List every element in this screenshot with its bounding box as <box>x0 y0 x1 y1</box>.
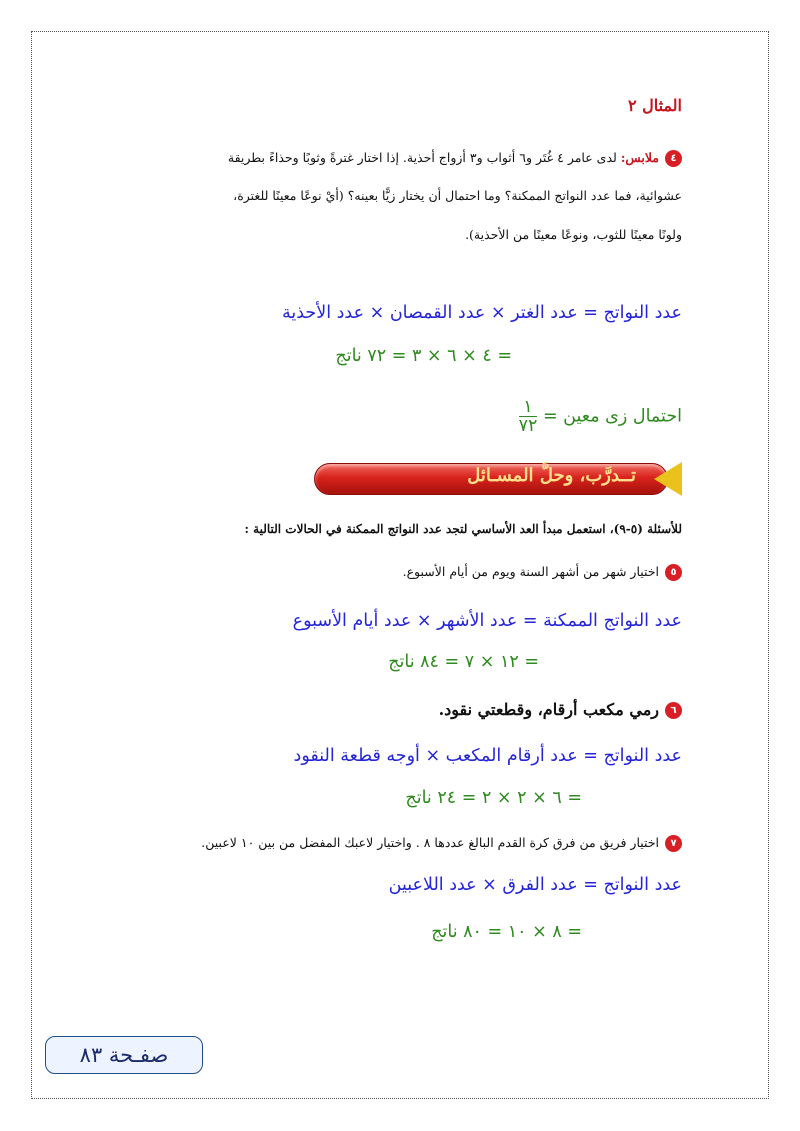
exercise-instruction: للأسئلة (٥-٩)، استعمل مبدأ العد الأساسي لتجد عدد النواتج الممكنة في الحالات التالية : <box>244 522 682 536</box>
question-number-badge: ٥ <box>665 564 682 581</box>
probability-equation <box>513 398 682 435</box>
problem-4-line-2: عشوائية، فما عدد النواتج الممكنة؟ وما احتمال أن يختار زيًّا بعينه؟ (أيْ نوعًا معينًا للغترة، <box>233 188 682 203</box>
question-5-answer-line-1: عدد النواتج الممكنة = عدد الأشهر × عدد أيام الأسبوع <box>292 611 682 631</box>
banner-title: تــدرَّب، وحلَّ المسـائل <box>467 465 636 486</box>
question-6-answer-line-2: = ٦ × ٢ × ٢ = ٢٤ ناتج <box>405 788 582 808</box>
problem-keyword: ملابس: <box>620 150 659 165</box>
problem-4-solution-line-2: = ٤ × ٦ × ٣ = ٧٢ ناتج <box>335 346 512 366</box>
problem-4-line-3: ولونًا معينًا للثوب، ونوعًا معينًا من الأحذية). <box>465 227 682 242</box>
fraction-denominator: ٧٢ <box>518 416 538 436</box>
problem-number-badge: ٤ <box>665 150 682 167</box>
probability-label: احتمال زى معين = <box>542 406 682 427</box>
question-number-badge: ٧ <box>665 835 682 852</box>
question-text: اختيار شهر من أشهر السنة ويوم من أيام الأسبوع. <box>402 564 659 579</box>
question-6-answer-line-1: عدد النواتج = عدد أرقام المكعب × أوجه قطعة النقود <box>293 746 682 766</box>
question-6 <box>439 700 682 719</box>
practice-banner <box>314 459 682 499</box>
banner-arrow-icon <box>654 462 682 496</box>
question-text: رمي مكعب أرقام، وقطعتي نقود. <box>438 700 659 719</box>
problem-4-solution-line-1: عدد النواتج = عدد الغتر × عدد القمصان × عدد الأحذية <box>281 303 682 323</box>
question-text: اختيار فريق من فرق كرة القدم البالغ عددها ٨ . واختيار لاعبك المفضل من بين ١٠ لاعبين. <box>201 835 659 850</box>
example-title: المثال ٢ <box>627 96 682 115</box>
question-5 <box>403 564 682 581</box>
question-7-answer-line-1: عدد النواتج = عدد الفرق × عدد اللاعبين <box>388 875 682 895</box>
problem-4-line-1 <box>228 150 682 167</box>
question-7-answer-line-2: = ٨ × ١٠ = ٨٠ ناتج <box>431 922 582 942</box>
question-7 <box>201 835 682 852</box>
probability-fraction <box>519 398 538 435</box>
page-number-box: صفـحة ٨٣ <box>45 1036 203 1074</box>
problem-text: لدى عامر ٤ غُتَر و٦ أثواب و٣ أزواج أحذية. إذا اختار غترةً وثوبًا وحذاءً بطريقة <box>227 150 617 165</box>
fraction-numerator: ١ <box>519 398 538 417</box>
question-5-answer-line-2: = ١٢ × ٧ = ٨٤ ناتج <box>388 652 539 672</box>
question-number-badge: ٦ <box>665 702 682 719</box>
